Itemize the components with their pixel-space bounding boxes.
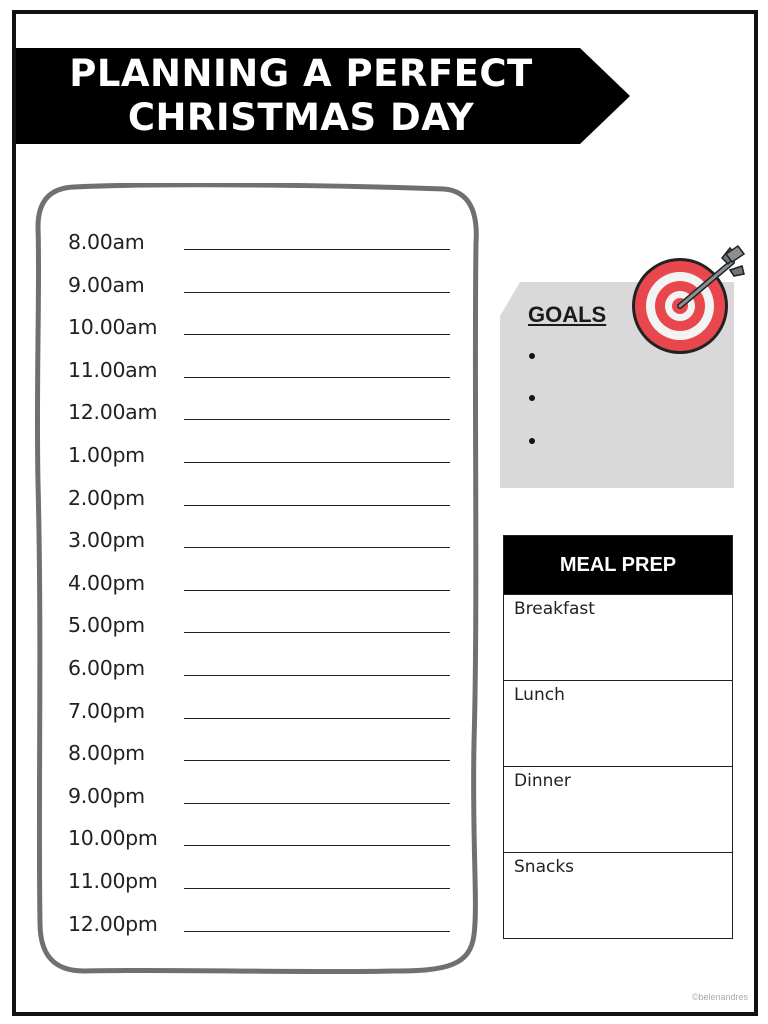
schedule-write-line[interactable]	[184, 931, 450, 932]
meal-row-label: Snacks	[514, 857, 575, 877]
meal-row-breakfast	[504, 594, 732, 680]
title-line-2: CHRISTMAS DAY	[127, 96, 475, 139]
schedule-time: 7.00pm	[68, 698, 145, 723]
schedule-time: 10.00am	[68, 315, 158, 340]
schedule-time: 10.00pm	[68, 826, 158, 851]
meal-row-snacks	[504, 852, 732, 938]
schedule-time: 1.00pm	[68, 442, 145, 467]
schedule-time: 8.00pm	[68, 741, 145, 766]
schedule-time: 3.00pm	[68, 528, 145, 553]
schedule-write-line[interactable]	[184, 845, 450, 846]
schedule-row	[68, 350, 458, 393]
meal-row-label: Breakfast	[514, 599, 595, 619]
goal-bullet-1	[529, 353, 535, 359]
schedule-time: 8.00am	[68, 230, 145, 254]
schedule-time: 11.00pm	[68, 868, 158, 893]
schedule-time: 11.00am	[68, 357, 158, 382]
schedule-write-line[interactable]	[184, 249, 450, 250]
meal-row-dinner	[504, 766, 732, 852]
target-arrow-icon	[626, 244, 750, 356]
schedule-write-line[interactable]	[184, 632, 450, 633]
schedule-row	[68, 904, 458, 947]
schedule-row	[68, 691, 458, 734]
goals-title: GOALS	[528, 302, 607, 327]
schedule-write-line[interactable]	[184, 803, 450, 804]
schedule-write-line[interactable]	[184, 377, 450, 378]
title-line-1: PLANNING A PERFECT	[69, 52, 533, 95]
schedule-row	[68, 392, 458, 435]
schedule-row	[68, 265, 458, 308]
schedule-row	[68, 605, 458, 648]
goal-bullet-3	[529, 438, 535, 444]
meal-prep-table	[503, 535, 733, 939]
schedule-time: 12.00pm	[68, 911, 158, 936]
schedule-write-line[interactable]	[184, 675, 450, 676]
schedule-write-line[interactable]	[184, 505, 450, 506]
meal-prep-title: MEAL PREP	[504, 536, 732, 594]
schedule-write-line[interactable]	[184, 760, 450, 761]
schedule-row	[68, 861, 458, 904]
schedule-row	[68, 520, 458, 563]
schedule-time: 9.00am	[68, 272, 145, 297]
schedule-row	[68, 733, 458, 776]
schedule-row	[68, 435, 458, 478]
schedule-time: 9.00pm	[68, 783, 145, 808]
schedule-row	[68, 563, 458, 606]
schedule-row	[68, 818, 458, 861]
meal-row-lunch	[504, 680, 732, 766]
schedule-write-line[interactable]	[184, 462, 450, 463]
schedule-row	[68, 648, 458, 691]
schedule-write-line[interactable]	[184, 419, 450, 420]
schedule-write-line[interactable]	[184, 718, 450, 719]
schedule-write-line[interactable]	[184, 334, 450, 335]
schedule-row	[68, 222, 458, 265]
page-title	[36, 48, 566, 144]
schedule-write-line[interactable]	[184, 292, 450, 293]
schedule-time: 12.00am	[68, 400, 158, 425]
schedule-row	[68, 478, 458, 521]
copyright-credit: ©belenandres	[691, 992, 748, 1002]
meal-row-label: Lunch	[514, 685, 565, 705]
schedule-time: 2.00pm	[68, 485, 145, 510]
schedule-row	[68, 776, 458, 819]
schedule-write-line[interactable]	[184, 547, 450, 548]
schedule-row	[68, 307, 458, 350]
schedule-time: 4.00pm	[68, 570, 145, 595]
schedule-list	[68, 222, 458, 946]
goal-bullet-2	[529, 395, 535, 401]
schedule-write-line[interactable]	[184, 888, 450, 889]
schedule-write-line[interactable]	[184, 590, 450, 591]
schedule-time: 6.00pm	[68, 655, 145, 680]
title-banner	[16, 48, 630, 144]
schedule-time: 5.00pm	[68, 613, 145, 638]
meal-row-label: Dinner	[514, 771, 571, 791]
